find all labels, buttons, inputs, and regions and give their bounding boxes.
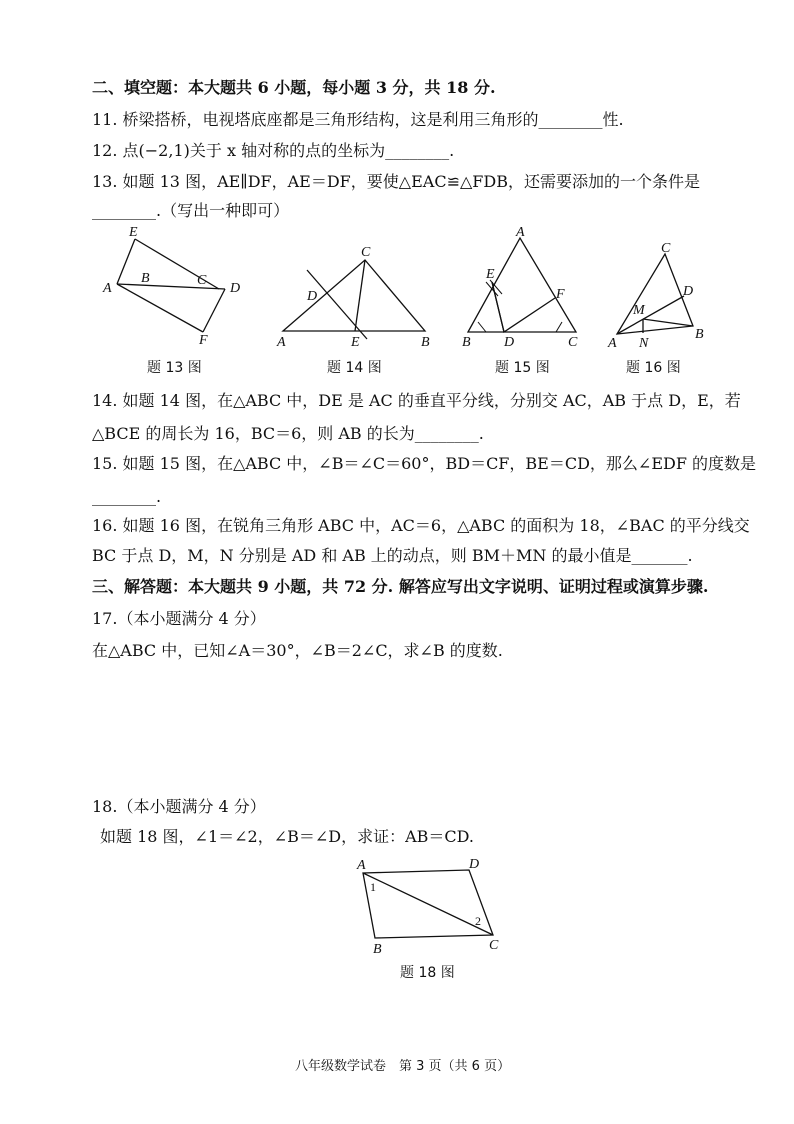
section-2-heading: 二、填空题：本大题共 6 小题，每小题 3 分，共 18 分. xyxy=(92,78,496,97)
fig13-label-A: A xyxy=(103,281,112,296)
question-14-line-1: 14. 如题 14 图，在△ABC 中，DE 是 AC 的垂直平分线，分别交 AC，AB 于点 D，E，若 xyxy=(92,391,741,410)
question-12: 12. 点(−2,1)关于 x 轴对称的点的坐标为________. xyxy=(92,141,455,160)
fig15-label-B: B xyxy=(462,335,471,350)
question-13-line-1: 13. 如题 13 图，AE∥DF，AE＝DF，要使△EAC≌△FDB，还需要添加的一个条件是 xyxy=(92,172,700,191)
figure-15-caption: 题 15 图 xyxy=(495,360,550,376)
fig18-label-D: D xyxy=(469,857,480,872)
figure-13 xyxy=(95,222,255,348)
fig15-label-D: D xyxy=(504,335,515,350)
question-18-title: 18.（本小题满分 4 分） xyxy=(92,797,266,816)
fig15-label-C: C xyxy=(568,335,578,350)
fig16-label-B: B xyxy=(695,327,704,342)
fig14-label-B: B xyxy=(421,335,430,350)
fig15-label-A: A xyxy=(516,225,525,240)
section-3-heading: 三、解答题：本大题共 9 小题，共 72 分. 解答应写出文字说明、证明过程或演算步骤. xyxy=(92,577,709,596)
question-11: 11. 桥梁搭桥，电视塔底座都是三角形结构，这是利用三角形的________性. xyxy=(92,110,624,129)
fig18-label-B: B xyxy=(373,942,382,957)
fig14-label-A: A xyxy=(277,335,286,350)
figure-13-caption: 题 13 图 xyxy=(147,360,202,376)
question-17-body: 在△ABC 中，已知∠A＝30°，∠B＝2∠C，求∠B 的度数. xyxy=(92,641,503,660)
fig14-label-E: E xyxy=(351,335,360,350)
fig16-label-M: M xyxy=(633,303,645,318)
figure-18 xyxy=(345,855,515,955)
fig15-label-E: E xyxy=(486,267,495,282)
fig13-label-C: C xyxy=(197,273,207,288)
fig18-label-1: 1 xyxy=(370,880,376,894)
question-13-line-2: ________.（写出一种即可） xyxy=(92,201,290,220)
fig13-label-B: B xyxy=(141,271,150,286)
page-footer: 八年级数学试卷 第 3 页（共 6 页） xyxy=(295,1059,511,1074)
fig18-label-C: C xyxy=(489,938,499,953)
question-18-body: 如题 18 图，∠1＝∠2，∠B＝∠D，求证：AB＝CD. xyxy=(100,827,475,846)
question-17-title: 17.（本小题满分 4 分） xyxy=(92,609,266,628)
question-15-line-2: ________. xyxy=(92,487,162,506)
fig13-label-E: E xyxy=(129,225,138,240)
figure-14-caption: 题 14 图 xyxy=(327,360,382,376)
question-16-line-1: 16. 如题 16 图，在锐角三角形 ABC 中，AC＝6，△ABC 的面积为 18，∠BAC 的平分线交 xyxy=(92,516,750,535)
figure-15 xyxy=(458,222,588,352)
question-14-line-2: △BCE 的周长为 16，BC＝6，则 AB 的长为________. xyxy=(92,424,484,443)
fig13-label-F: F xyxy=(199,333,208,348)
fig14-label-D: D xyxy=(307,289,318,304)
fig16-label-N: N xyxy=(639,336,649,351)
question-15-line-1: 15. 如题 15 图，在△ABC 中，∠B＝∠C＝60°，BD＝CF，BE＝CD，那么∠EDF 的度数是 xyxy=(92,454,757,473)
fig18-label-A: A xyxy=(357,858,366,873)
fig18-label-2: 2 xyxy=(475,914,481,928)
figure-16-caption: 题 16 图 xyxy=(626,360,681,376)
figure-14 xyxy=(275,240,435,350)
figure-18-caption: 题 18 图 xyxy=(400,965,455,981)
fig14-label-C: C xyxy=(361,245,371,260)
fig16-label-D: D xyxy=(683,284,694,299)
fig13-label-D: D xyxy=(230,281,241,296)
question-16-line-2: BC 于点 D，M，N 分别是 AD 和 AB 上的动点，则 BM＋MN 的最小值是_______. xyxy=(92,546,693,565)
figure-16 xyxy=(605,240,705,350)
fig15-label-F: F xyxy=(556,287,565,302)
fig16-label-C: C xyxy=(661,241,671,256)
fig16-label-A: A xyxy=(608,336,617,351)
